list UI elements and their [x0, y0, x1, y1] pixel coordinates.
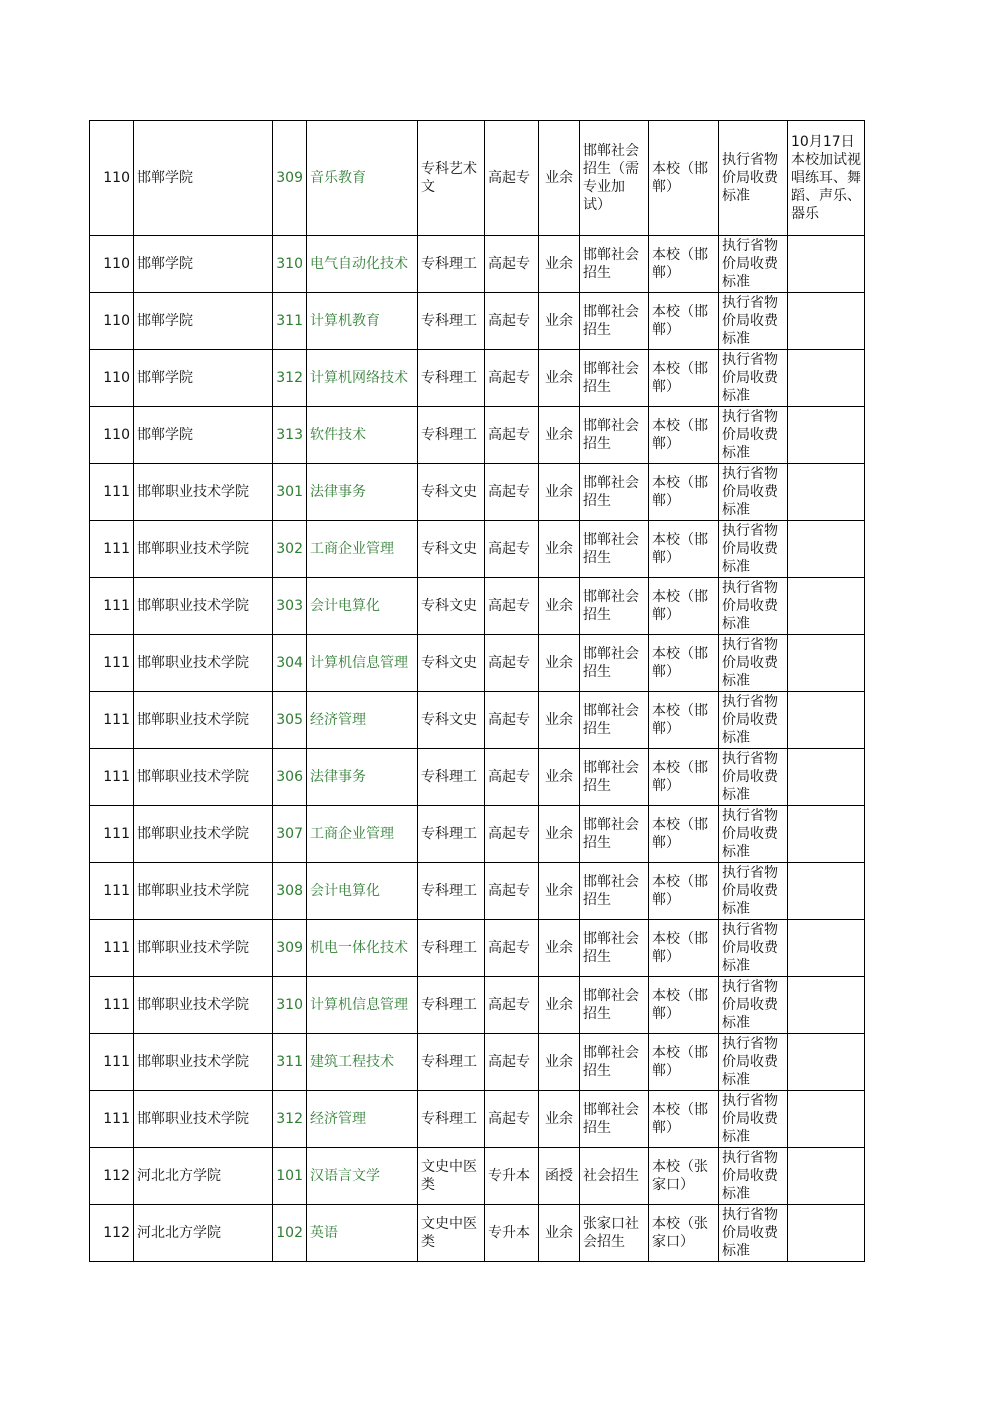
school-name-cell: 邯郸职业技术学院 [134, 863, 273, 920]
major-name-cell: 计算机教育 [307, 293, 418, 350]
level-cell: 高起专 [485, 293, 539, 350]
location-cell: 本校（邯郸） [649, 692, 719, 749]
enrollment-cell: 邯郸社会招生 [580, 692, 649, 749]
major-code-cell: 311 [273, 293, 307, 350]
note-cell [788, 293, 865, 350]
level-cell: 高起专 [485, 806, 539, 863]
level-cell: 高起专 [485, 236, 539, 293]
major-code-cell: 309 [273, 121, 307, 236]
location-cell: 本校（邯郸） [649, 578, 719, 635]
note-cell [788, 236, 865, 293]
note-cell [788, 1091, 865, 1148]
category-cell: 专科理工 [418, 407, 485, 464]
note-cell [788, 863, 865, 920]
note-cell [788, 407, 865, 464]
category-cell: 专科理工 [418, 1034, 485, 1091]
note-cell [788, 1148, 865, 1205]
enrollment-cell: 社会招生 [580, 1148, 649, 1205]
enrollment-cell: 邯郸社会招生 [580, 407, 649, 464]
table-row [90, 749, 865, 806]
fee-cell: 执行省物价局收费标准 [719, 977, 788, 1034]
note-cell [788, 749, 865, 806]
major-code-cell: 313 [273, 407, 307, 464]
fee-cell: 执行省物价局收费标准 [719, 692, 788, 749]
school-name-cell: 邯郸职业技术学院 [134, 464, 273, 521]
location-cell: 本校（邯郸） [649, 749, 719, 806]
major-code-cell: 310 [273, 977, 307, 1034]
enrollment-cell: 邯郸社会招生 [580, 1091, 649, 1148]
study-mode-cell: 业余 [539, 1205, 580, 1262]
location-cell: 本校（邯郸） [649, 806, 719, 863]
school-name-cell: 邯郸职业技术学院 [134, 1034, 273, 1091]
location-cell: 本校（邯郸） [649, 350, 719, 407]
location-cell: 本校（邯郸） [649, 1034, 719, 1091]
level-cell: 高起专 [485, 350, 539, 407]
level-cell: 高起专 [485, 977, 539, 1034]
location-cell: 本校（邯郸） [649, 464, 719, 521]
location-cell: 本校（邯郸） [649, 863, 719, 920]
study-mode-cell: 业余 [539, 521, 580, 578]
category-cell: 专科文史 [418, 692, 485, 749]
level-cell: 高起专 [485, 749, 539, 806]
school-code-cell: 112 [90, 1148, 134, 1205]
location-cell: 本校（邯郸） [649, 521, 719, 578]
table-row [90, 692, 865, 749]
study-mode-cell: 函授 [539, 1148, 580, 1205]
fee-cell: 执行省物价局收费标准 [719, 521, 788, 578]
school-code-cell: 110 [90, 121, 134, 236]
study-mode-cell: 业余 [539, 977, 580, 1034]
enrollment-cell: 邯郸社会招生 [580, 977, 649, 1034]
study-mode-cell: 业余 [539, 121, 580, 236]
category-cell: 专科理工 [418, 293, 485, 350]
note-cell [788, 920, 865, 977]
study-mode-cell: 业余 [539, 236, 580, 293]
fee-cell: 执行省物价局收费标准 [719, 806, 788, 863]
study-mode-cell: 业余 [539, 407, 580, 464]
school-name-cell: 邯郸职业技术学院 [134, 578, 273, 635]
fee-cell: 执行省物价局收费标准 [719, 1148, 788, 1205]
location-cell: 本校（邯郸） [649, 293, 719, 350]
level-cell: 高起专 [485, 920, 539, 977]
note-cell [788, 806, 865, 863]
major-code-cell: 309 [273, 920, 307, 977]
major-name-cell: 工商企业管理 [307, 521, 418, 578]
school-name-cell: 邯郸学院 [134, 407, 273, 464]
major-name-cell: 汉语言文学 [307, 1148, 418, 1205]
category-cell: 专科理工 [418, 350, 485, 407]
level-cell: 高起专 [485, 407, 539, 464]
school-name-cell: 邯郸学院 [134, 236, 273, 293]
note-cell [788, 977, 865, 1034]
school-name-cell: 邯郸学院 [134, 350, 273, 407]
table-row [90, 293, 865, 350]
category-cell: 专科理工 [418, 749, 485, 806]
category-cell: 文史中医类 [418, 1148, 485, 1205]
school-name-cell: 邯郸职业技术学院 [134, 521, 273, 578]
enrollment-cell: 邯郸社会招生 [580, 635, 649, 692]
category-cell: 专科理工 [418, 977, 485, 1034]
table-row [90, 1034, 865, 1091]
table-row [90, 407, 865, 464]
school-code-cell: 110 [90, 407, 134, 464]
fee-cell: 执行省物价局收费标准 [719, 293, 788, 350]
note-cell [788, 464, 865, 521]
level-cell: 高起专 [485, 863, 539, 920]
major-name-cell: 计算机信息管理 [307, 635, 418, 692]
major-name-cell: 经济管理 [307, 692, 418, 749]
fee-cell: 执行省物价局收费标准 [719, 635, 788, 692]
major-code-cell: 311 [273, 1034, 307, 1091]
major-code-cell: 308 [273, 863, 307, 920]
enrollment-cell: 邯郸社会招生 [580, 293, 649, 350]
note-cell [788, 692, 865, 749]
school-code-cell: 111 [90, 1091, 134, 1148]
level-cell: 高起专 [485, 1034, 539, 1091]
note-cell [788, 578, 865, 635]
school-name-cell: 邯郸职业技术学院 [134, 1091, 273, 1148]
level-cell: 高起专 [485, 578, 539, 635]
school-code-cell: 111 [90, 521, 134, 578]
major-code-cell: 101 [273, 1148, 307, 1205]
note-cell [788, 1034, 865, 1091]
fee-cell: 执行省物价局收费标准 [719, 863, 788, 920]
table-row [90, 920, 865, 977]
major-code-cell: 304 [273, 635, 307, 692]
location-cell: 本校（邯郸） [649, 635, 719, 692]
major-name-cell: 英语 [307, 1205, 418, 1262]
level-cell: 专升本 [485, 1205, 539, 1262]
level-cell: 高起专 [485, 1091, 539, 1148]
major-name-cell: 会计电算化 [307, 578, 418, 635]
enrollment-cell: 邯郸社会招生 [580, 350, 649, 407]
school-code-cell: 112 [90, 1205, 134, 1262]
study-mode-cell: 业余 [539, 635, 580, 692]
school-code-cell: 111 [90, 635, 134, 692]
major-code-cell: 312 [273, 350, 307, 407]
study-mode-cell: 业余 [539, 293, 580, 350]
study-mode-cell: 业余 [539, 806, 580, 863]
table-row [90, 350, 865, 407]
category-cell: 专科文史 [418, 521, 485, 578]
school-code-cell: 111 [90, 977, 134, 1034]
table-row [90, 1205, 865, 1262]
study-mode-cell: 业余 [539, 920, 580, 977]
school-code-cell: 110 [90, 350, 134, 407]
table-body [90, 121, 865, 1262]
major-code-cell: 310 [273, 236, 307, 293]
major-name-cell: 机电一体化技术 [307, 920, 418, 977]
school-name-cell: 邯郸职业技术学院 [134, 806, 273, 863]
school-code-cell: 111 [90, 464, 134, 521]
major-code-cell: 303 [273, 578, 307, 635]
major-code-cell: 307 [273, 806, 307, 863]
enrollment-cell: 邯郸社会招生 [580, 806, 649, 863]
school-name-cell: 邯郸学院 [134, 121, 273, 236]
category-cell: 专科文史 [418, 464, 485, 521]
enrollment-cell: 邯郸社会招生 [580, 920, 649, 977]
table-row [90, 806, 865, 863]
level-cell: 高起专 [485, 635, 539, 692]
major-name-cell: 计算机信息管理 [307, 977, 418, 1034]
level-cell: 高起专 [485, 692, 539, 749]
table-row [90, 635, 865, 692]
school-name-cell: 河北北方学院 [134, 1205, 273, 1262]
school-code-cell: 111 [90, 863, 134, 920]
school-code-cell: 111 [90, 578, 134, 635]
category-cell: 专科理工 [418, 236, 485, 293]
major-name-cell: 电气自动化技术 [307, 236, 418, 293]
table-row [90, 121, 865, 236]
school-name-cell: 邯郸职业技术学院 [134, 749, 273, 806]
school-code-cell: 110 [90, 293, 134, 350]
fee-cell: 执行省物价局收费标准 [719, 121, 788, 236]
category-cell: 专科文史 [418, 635, 485, 692]
major-name-cell: 法律事务 [307, 749, 418, 806]
enrollment-cell: 邯郸社会招生（需专业加试） [580, 121, 649, 236]
note-cell [788, 350, 865, 407]
major-code-cell: 306 [273, 749, 307, 806]
category-cell: 专科艺术文 [418, 121, 485, 236]
study-mode-cell: 业余 [539, 578, 580, 635]
level-cell: 高起专 [485, 464, 539, 521]
note-cell [788, 1205, 865, 1262]
major-name-cell: 建筑工程技术 [307, 1034, 418, 1091]
table-row [90, 863, 865, 920]
level-cell: 专升本 [485, 1148, 539, 1205]
major-code-cell: 102 [273, 1205, 307, 1262]
study-mode-cell: 业余 [539, 749, 580, 806]
enrollment-cell: 邯郸社会招生 [580, 578, 649, 635]
fee-cell: 执行省物价局收费标准 [719, 407, 788, 464]
school-code-cell: 111 [90, 692, 134, 749]
table-row [90, 1148, 865, 1205]
location-cell: 本校（邯郸） [649, 920, 719, 977]
fee-cell: 执行省物价局收费标准 [719, 350, 788, 407]
fee-cell: 执行省物价局收费标准 [719, 1205, 788, 1262]
fee-cell: 执行省物价局收费标准 [719, 920, 788, 977]
table-row [90, 521, 865, 578]
enrollment-cell: 邯郸社会招生 [580, 863, 649, 920]
school-code-cell: 110 [90, 236, 134, 293]
category-cell: 专科理工 [418, 806, 485, 863]
enrollment-cell: 邯郸社会招生 [580, 521, 649, 578]
major-name-cell: 软件技术 [307, 407, 418, 464]
table-row [90, 236, 865, 293]
major-code-cell: 312 [273, 1091, 307, 1148]
fee-cell: 执行省物价局收费标准 [719, 236, 788, 293]
school-name-cell: 邯郸职业技术学院 [134, 635, 273, 692]
school-code-cell: 111 [90, 1034, 134, 1091]
fee-cell: 执行省物价局收费标准 [719, 464, 788, 521]
major-name-cell: 计算机网络技术 [307, 350, 418, 407]
study-mode-cell: 业余 [539, 1091, 580, 1148]
enrollment-cell: 邯郸社会招生 [580, 464, 649, 521]
location-cell: 本校（邯郸） [649, 121, 719, 236]
note-cell [788, 635, 865, 692]
location-cell: 本校（张家口） [649, 1205, 719, 1262]
table-row [90, 977, 865, 1034]
major-name-cell: 会计电算化 [307, 863, 418, 920]
enrollment-cell: 邯郸社会招生 [580, 749, 649, 806]
location-cell: 本校（邯郸） [649, 236, 719, 293]
note-cell: 10月17日本校加试视唱练耳、舞蹈、声乐、器乐 [788, 121, 865, 236]
major-name-cell: 经济管理 [307, 1091, 418, 1148]
location-cell: 本校（邯郸） [649, 1091, 719, 1148]
major-name-cell: 法律事务 [307, 464, 418, 521]
major-name-cell: 音乐教育 [307, 121, 418, 236]
study-mode-cell: 业余 [539, 464, 580, 521]
level-cell: 高起专 [485, 121, 539, 236]
study-mode-cell: 业余 [539, 863, 580, 920]
study-mode-cell: 业余 [539, 350, 580, 407]
school-name-cell: 邯郸职业技术学院 [134, 920, 273, 977]
school-code-cell: 111 [90, 806, 134, 863]
major-code-cell: 302 [273, 521, 307, 578]
school-name-cell: 邯郸学院 [134, 293, 273, 350]
fee-cell: 执行省物价局收费标准 [719, 1091, 788, 1148]
study-mode-cell: 业余 [539, 692, 580, 749]
school-code-cell: 111 [90, 749, 134, 806]
enrollment-cell: 张家口社会招生 [580, 1205, 649, 1262]
major-code-cell: 301 [273, 464, 307, 521]
fee-cell: 执行省物价局收费标准 [719, 749, 788, 806]
school-code-cell: 111 [90, 920, 134, 977]
category-cell: 专科理工 [418, 1091, 485, 1148]
location-cell: 本校（张家口） [649, 1148, 719, 1205]
category-cell: 文史中医类 [418, 1205, 485, 1262]
school-name-cell: 邯郸职业技术学院 [134, 692, 273, 749]
admissions-table [89, 120, 865, 1262]
table-row [90, 1091, 865, 1148]
table-row [90, 578, 865, 635]
location-cell: 本校（邯郸） [649, 407, 719, 464]
study-mode-cell: 业余 [539, 1034, 580, 1091]
school-name-cell: 邯郸职业技术学院 [134, 977, 273, 1034]
major-code-cell: 305 [273, 692, 307, 749]
location-cell: 本校（邯郸） [649, 977, 719, 1034]
fee-cell: 执行省物价局收费标准 [719, 1034, 788, 1091]
note-cell [788, 521, 865, 578]
major-name-cell: 工商企业管理 [307, 806, 418, 863]
category-cell: 专科文史 [418, 578, 485, 635]
category-cell: 专科理工 [418, 920, 485, 977]
fee-cell: 执行省物价局收费标准 [719, 578, 788, 635]
table-row [90, 464, 865, 521]
category-cell: 专科理工 [418, 863, 485, 920]
school-name-cell: 河北北方学院 [134, 1148, 273, 1205]
enrollment-cell: 邯郸社会招生 [580, 236, 649, 293]
level-cell: 高起专 [485, 521, 539, 578]
enrollment-cell: 邯郸社会招生 [580, 1034, 649, 1091]
